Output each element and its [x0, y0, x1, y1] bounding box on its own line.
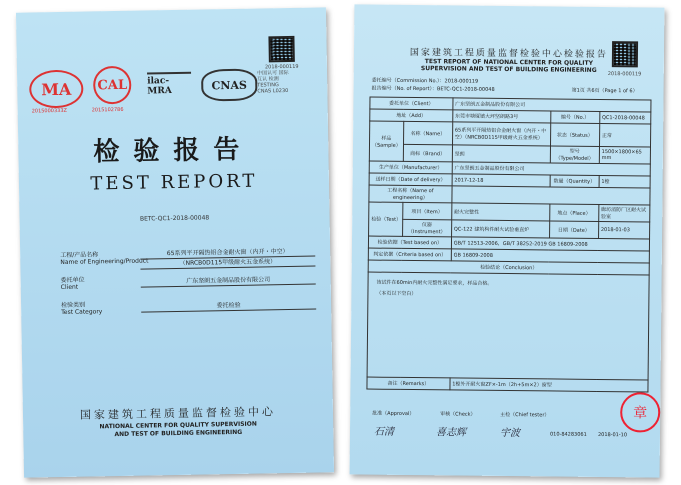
cnas-side-text: 中国认可 国际互认 检测 TESTING CNAS L0230 [257, 69, 289, 95]
report-header-english: TEST REPORT OF NATIONAL CENTER FOR QUALITY SUPERVISION AND TEST OF BUILDING ENGINEERING [420, 58, 597, 74]
category-value: 委托检验 [141, 301, 316, 313]
cover-qr-number: 2018-000119 [264, 63, 299, 71]
table-row: 检验依据（Test based on） GB/T 12513-2006，GB/T 38252-2019 GB 16809-2008 [368, 236, 649, 251]
telephone: 010-84283061 [549, 431, 587, 438]
product-value-1: 65系列平开隔热铝合金耐火窗（内开・中空） [140, 248, 315, 260]
cover-page [16, 7, 334, 477]
commission-number: 委托编号（Commission No.）：2018-000119 [371, 77, 479, 85]
table-row: 备注（Remarks） 1樘外开耐火窗ZF×-1m（2h+5m×2）窗型 [367, 377, 648, 392]
product-value-2: （NRCB0D115甲级耐火五金系统） [140, 258, 315, 270]
table-row: 检验结论（Conclusion） [368, 260, 649, 275]
table-row: 工程名称（Name of engineering） [369, 185, 650, 205]
approval-signature: 石清 [373, 426, 395, 438]
table-row: 样品（Sample） 名称（Name） 65系列平开隔热铝合金耐火窗（内开・中空）（NRCB0D115甲级耐火五金系统） 状态（Status） 正常 [370, 121, 651, 147]
table-row [367, 272, 649, 380]
table-row: 委托单位（Client） 广东坚朗五金制品股份有限公司 [370, 97, 651, 112]
qr-code-icon [268, 36, 294, 62]
table-row: 生产单位（Manufacturer） 广东坚朗五金制品股份有限公司 [369, 161, 650, 176]
product-label: 工程/产品名称 Name of Engineering/Product [60, 251, 149, 267]
conclusion-cell: 该试件在60min内耐火完整性满足要求，样品合格。 （本页以下空白） [367, 272, 649, 380]
report-table [366, 97, 651, 393]
table-row: 送样日期（Date of delivery） 2017-12-18 数量（Quantity） 1樘 [369, 173, 650, 188]
title-english: TEST REPORT [90, 170, 258, 195]
cover-report-number: BETC-QC1-2018-00048 [139, 214, 210, 223]
cal-logo: CAL [93, 66, 132, 105]
table-row: 仪器（Instrument） QC-122 建筑构件耐火试验垂直炉 日期（Date） 2018-01-03 [369, 219, 650, 239]
page-info: 第1页 共6页（Page 1 of 6） [571, 87, 638, 95]
cnas-logo: CNAS [201, 69, 258, 102]
ilac-logo: ilac-MRA [147, 72, 191, 99]
client-value: 广东坚朗五金制品股份有限公司 [141, 276, 316, 288]
footer-english: NATIONAL CENTER FOR QUALITY SUPERVISION AND TEST OF BUILDING ENGINEERING [99, 420, 257, 439]
ma-logo: MA [29, 70, 84, 109]
report-header-chinese: 国家建筑工程质量监督检验中心检验报告 [409, 47, 609, 61]
table-row: 检验（Test） 项目（Item） 耐火完整性 地点（Place） 廊坊消防厂区耐火试验室 [369, 202, 650, 222]
approval-label: 批准（Approval） [372, 410, 415, 418]
report-page [350, 4, 665, 477]
category-label: 检验类别 Test Category [61, 301, 103, 316]
report-number: 报告编号（No. of Report）：BETC-QC1-2018-00048 [371, 85, 495, 93]
title-chinese: 检验报告 [93, 134, 254, 168]
official-stamp: 章 [620, 392, 660, 432]
check-signature: 喜志辉 [435, 427, 467, 439]
check-label: 审核（Check） [440, 411, 476, 418]
ma-number: 2015000333Z [31, 107, 67, 115]
chief-tester-label: 主检（Chief tester） [500, 411, 550, 419]
table-row: 商标（Brand） 坚朗 型号（Type/Model） 1500×1800×65 mm [369, 144, 650, 164]
client-label: 委托单位 Client [60, 276, 85, 291]
table-row: 判定依据（Criteria based on） GB 16809-2008 [368, 248, 649, 263]
footer-chinese: 国家建筑工程质量监督检验中心 [79, 405, 277, 422]
chief-tester-signature: 宇波 [499, 427, 521, 440]
cal-number: 2015102786 [91, 106, 124, 114]
page-qr-number: 2018-000119 [607, 71, 642, 78]
table-row: 地址（Add） 东莞市塘厦镇大坪坚朗路3号 编号（No.） QC1-2018-00048 [370, 109, 651, 124]
report-date: 2018-01-10 [597, 431, 628, 439]
